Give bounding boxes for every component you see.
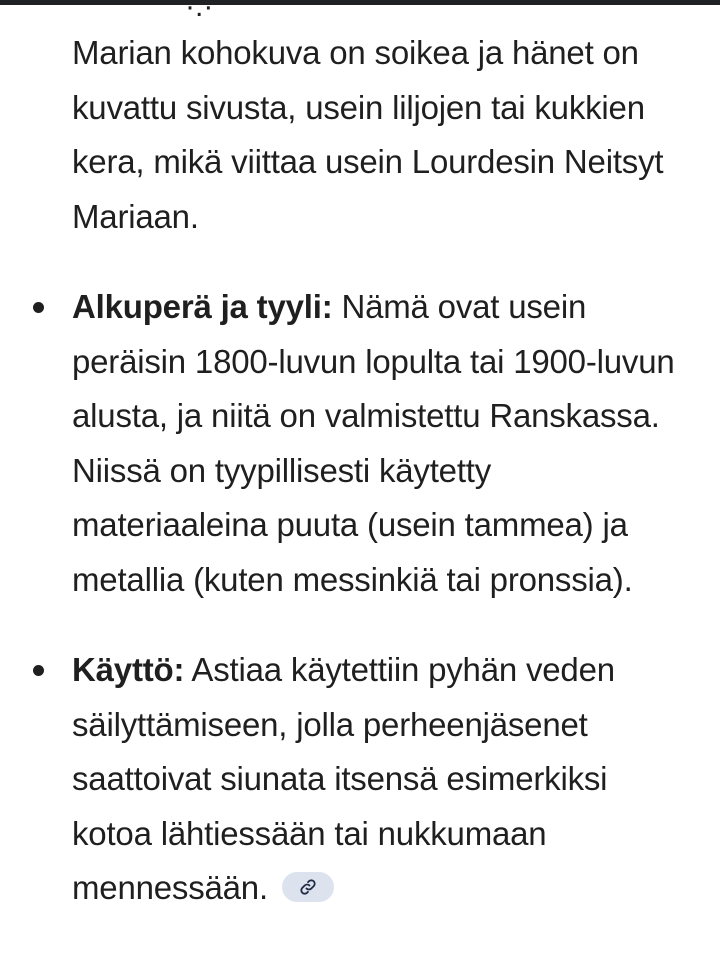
citation-link-chip[interactable] — [282, 872, 334, 902]
response-content — [0, 26, 720, 916]
link-icon — [299, 878, 317, 896]
list-item-origin-style — [72, 280, 692, 607]
list-item-text: Astiaa käytettiin pyhän veden säilyttämiseen, jolla perheenjäsenet saattoivat siunata itsensä esimerkiksi kotoa lähtiessään tai nukkumaan mennessään. — [72, 651, 615, 906]
clipped-previous-line: ·.· — [185, 0, 214, 23]
list-item-label: Käyttö: — [72, 651, 185, 688]
list-item-text: Nämä ovat usein peräisin 1800-luvun lopulta tai 1900-luvun alusta, ja niitä on valmistettu Ranskassa. Niissä on tyypillisesti käytetty materiaaleina puuta (usein tammea) ja metallia (kuten messinkiä tai pronssia). — [72, 288, 675, 598]
bullet-dot — [33, 665, 44, 676]
intro-paragraph: Marian kohokuva on soikea ja hänet on kuvattu sivusta, usein liljojen tai kukkien kera, mikä viittaa usein Lourdesin Neitsyt Mariaan. — [72, 34, 664, 235]
bullet-dot — [33, 302, 44, 313]
bullet-list — [0, 280, 720, 916]
list-item-usage — [72, 643, 692, 916]
top-edge-bar — [0, 0, 720, 5]
list-item-label: Alkuperä ja tyyli: — [72, 288, 333, 325]
